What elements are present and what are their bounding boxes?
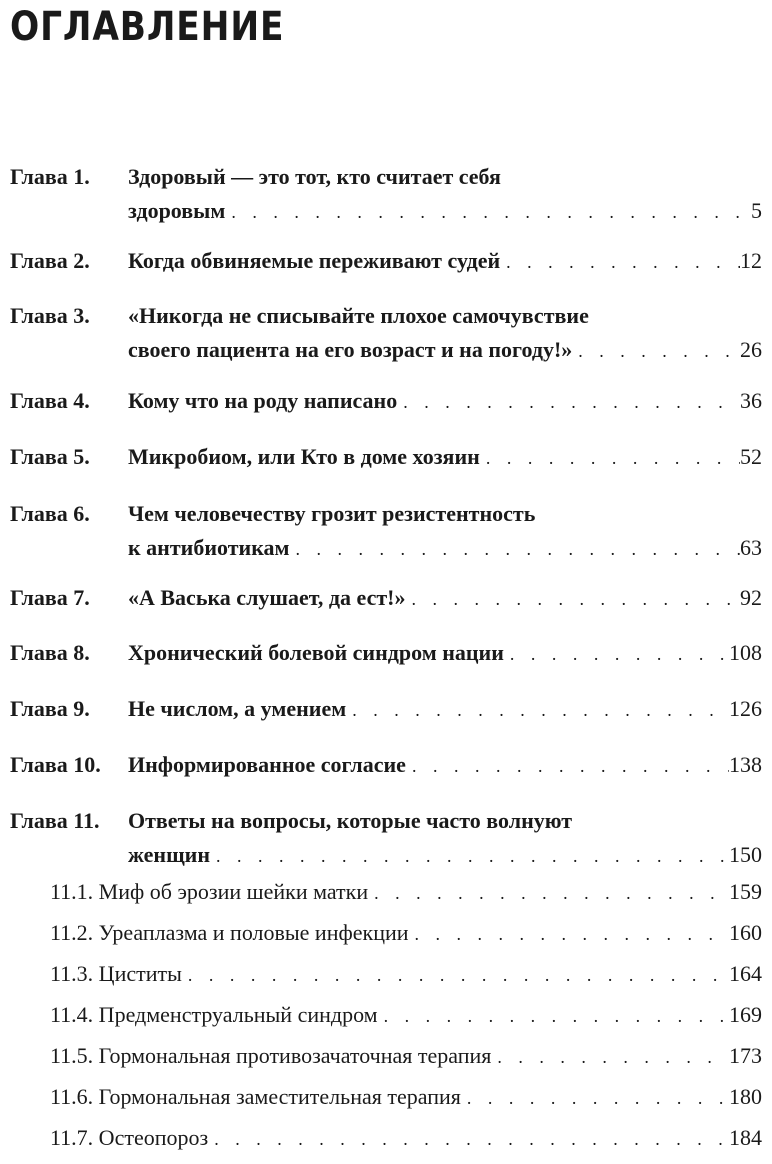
chapter-title-line: к антибиотикам: [128, 535, 290, 560]
subsection-title: 11.7. Остеопороз: [50, 1125, 209, 1150]
page-number: 92: [740, 585, 762, 610]
chapter-title-line: «А Васька слушает, да ест!»: [128, 585, 406, 610]
toc-subsection-11-7[interactable]: [50, 1121, 762, 1155]
chapter-label: Глава 1.: [10, 164, 90, 189]
leader-dots: [290, 532, 740, 566]
leader-dots: [406, 749, 729, 783]
leader-dots: [346, 693, 729, 727]
leader-dots: [491, 1040, 729, 1074]
chapter-label: Глава 6.: [10, 501, 90, 526]
toc-subsection-11-2[interactable]: [50, 916, 762, 950]
chapter-label: Глава 10.: [10, 752, 101, 777]
page-number: 173: [729, 1043, 762, 1068]
page-number: 36: [740, 388, 762, 413]
toc-subsection-11-6[interactable]: [50, 1080, 762, 1114]
leader-dots: [572, 334, 740, 368]
leader-dots: [480, 441, 740, 475]
chapter-title-line: Хронический болевой синдром нации: [128, 640, 504, 665]
leader-dots: [405, 582, 740, 616]
chapter-label: Глава 11.: [10, 808, 100, 833]
chapter-title-line: Когда обвиняемые переживают судей: [128, 248, 501, 273]
toc-chapter-5[interactable]: [0, 440, 772, 474]
page-number: 108: [729, 640, 762, 665]
leader-dots: [378, 999, 729, 1033]
toc-chapter-8[interactable]: [0, 636, 772, 670]
subsection-title: 11.4. Предменструальный синдром: [50, 1002, 378, 1027]
leader-dots: [368, 876, 729, 910]
page-number: 169: [729, 1002, 762, 1027]
leader-dots: [461, 1081, 729, 1115]
page-number: 126: [729, 696, 762, 721]
subsection-title: 11.2. Уреаплазма и половые инфекции: [50, 920, 409, 945]
leader-dots: [182, 958, 729, 992]
leader-dots: [208, 1122, 729, 1156]
chapter-title-line: Информированное согласие: [128, 752, 406, 777]
toc-chapter-2[interactable]: [0, 244, 772, 278]
chapter-title-line: Ответы на вопросы, которые часто волнуют: [128, 808, 573, 833]
toc-subsection-11-4[interactable]: [50, 998, 762, 1032]
subsection-title: 11.1. Миф об эрозии шейки матки: [50, 879, 369, 904]
toc-chapter-4[interactable]: [0, 384, 772, 418]
leader-dots: [397, 385, 740, 419]
page-number: 150: [729, 842, 762, 867]
page-number: 180: [729, 1084, 762, 1109]
page-number: 184: [729, 1125, 762, 1150]
page-number: 164: [729, 961, 762, 986]
page-number: 12: [740, 248, 762, 273]
page-title: ОГЛАВЛЕНИЕ: [10, 4, 285, 50]
leader-dots: [504, 637, 729, 671]
page-number: 159: [729, 879, 762, 904]
chapter-title-line: своего пациента на его возраст и на погоду!»: [128, 337, 573, 362]
chapter-title-line: Не числом, а умением: [128, 696, 347, 721]
chapter-label: Глава 2.: [10, 248, 90, 273]
page-number: 26: [740, 337, 762, 362]
leader-dots: [500, 245, 740, 279]
subsection-title: 11.6. Гормональная заместительная терапия: [50, 1084, 461, 1109]
chapter-title-line: «Никогда не списывайте плохое самочувствие: [128, 303, 589, 328]
toc-chapter-3[interactable]: [0, 299, 772, 367]
leader-dots: [409, 917, 729, 951]
leader-dots: [225, 195, 751, 229]
toc-chapter-6[interactable]: [0, 497, 772, 565]
page-number: 138: [729, 752, 762, 777]
chapter-label: Глава 3.: [10, 303, 90, 328]
page-number: 160: [729, 920, 762, 945]
chapter-title-line: Чем человечеству грозит резистентность: [128, 501, 536, 526]
page-number: 5: [751, 198, 762, 223]
toc-chapter-11[interactable]: [0, 804, 772, 872]
subsection-title: 11.3. Циститы: [50, 961, 182, 986]
chapter-label: Глава 4.: [10, 388, 90, 413]
chapter-label: Глава 9.: [10, 696, 90, 721]
toc-subsection-11-5[interactable]: [50, 1039, 762, 1073]
chapter-label: Глава 7.: [10, 585, 90, 610]
chapter-title-line: женщин: [128, 842, 211, 867]
leader-dots: [210, 839, 729, 873]
toc-chapter-7[interactable]: [0, 581, 772, 615]
toc-chapter-9[interactable]: [0, 692, 772, 726]
chapter-label: Глава 5.: [10, 444, 90, 469]
toc-subsection-11-3[interactable]: [50, 957, 762, 991]
toc-chapter-1[interactable]: [0, 160, 772, 228]
chapter-label: Глава 8.: [10, 640, 90, 665]
chapter-title-line: Здоровый — это тот, кто считает себя: [128, 164, 501, 189]
page-number: 52: [740, 444, 762, 469]
toc-chapter-10[interactable]: [0, 748, 772, 782]
chapter-title-line: Микробиом, или Кто в доме хозяин: [128, 444, 480, 469]
page-number: 63: [740, 535, 762, 560]
subsection-title: 11.5. Гормональная противозачаточная терапия: [50, 1043, 492, 1068]
chapter-title-line: здоровым: [128, 198, 226, 223]
chapter-title-line: Кому что на роду написано: [128, 388, 398, 413]
toc-subsection-11-1[interactable]: [50, 875, 762, 909]
